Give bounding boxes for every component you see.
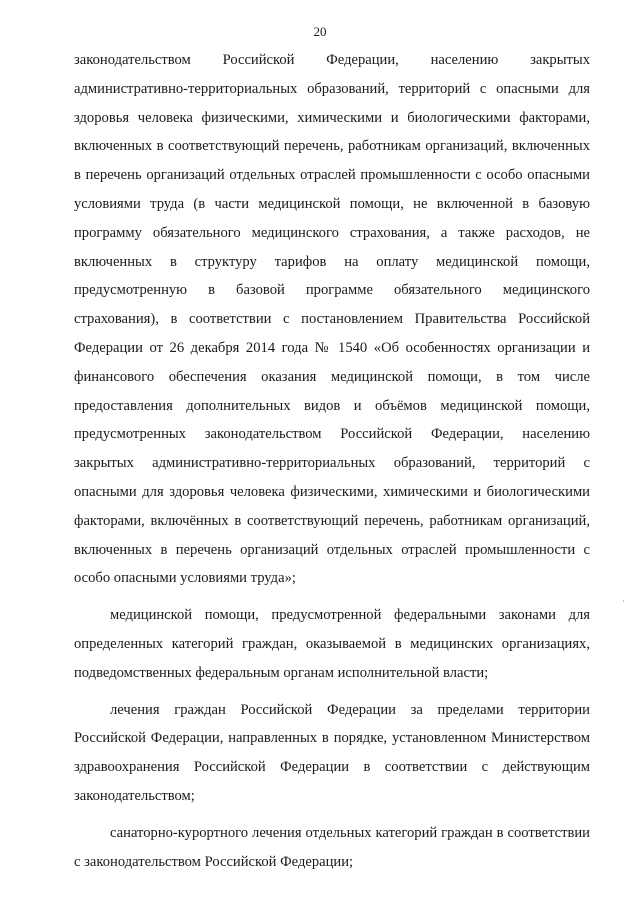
document-body: [74, 46, 590, 876]
margin-speck: ·: [622, 597, 625, 606]
page-number: 20: [313, 24, 327, 39]
paragraph-treatment-abroad: лечения граждан Российской Федерации за пределами территории Российской Федерации, направленных в порядке, установленном Министерством здравоохранения Российской Федерации в соответствии с действующим законодательством;: [74, 701, 590, 804]
paragraph-federal-laws: медицинской помощи, предусмотренной федеральными законами для определенных категорий граждан, оказываемой в медицинских организациях, подведомственных федеральным органам исполнительной власти;: [74, 607, 590, 681]
paragraph-sanatorium: санаторно-курортного лечения отдельных категорий граждан в соответствии с законодательством Российской Федерации;: [74, 824, 590, 870]
paragraph-continuation: законодательством Российской Федерации, населению закрытых административно-территориальных образований, территорий с опасными для здоровья человека физическими, химическими и биологическими факторами, включенных в соответствующий перечень, работникам организаций, включенных в перечень организаций отдельных отраслей промышленности с особо опасными условиями труда (в части медицинской помощи, не включенной в базовую программу обязательного медицинского страхования, а также расходов, не включенных в структуру тарифов на оплату медицинской помощи, предусмотренную в базовой программе обязательного медицинского страхования), в соответствии с постановлением Правительства Российской Федерации от 26 декабря 2014 года № 1540 «Об особенностях организации и финансового обеспечения оказания медицинской помощи, в том числе предоставления дополнительных видов и объёмов медицинской помощи, предусмотренных законодательством Российской Федерации, населению закрытых административно-территориальных образований, территорий с опасными для здоровья человека физическими, химическими и биологическими факторами, включённых в соответствующий перечень, работникам организаций, включенных в перечень организаций отдельных отраслей промышленности с особо опасными условиями труда»;: [74, 52, 590, 587]
